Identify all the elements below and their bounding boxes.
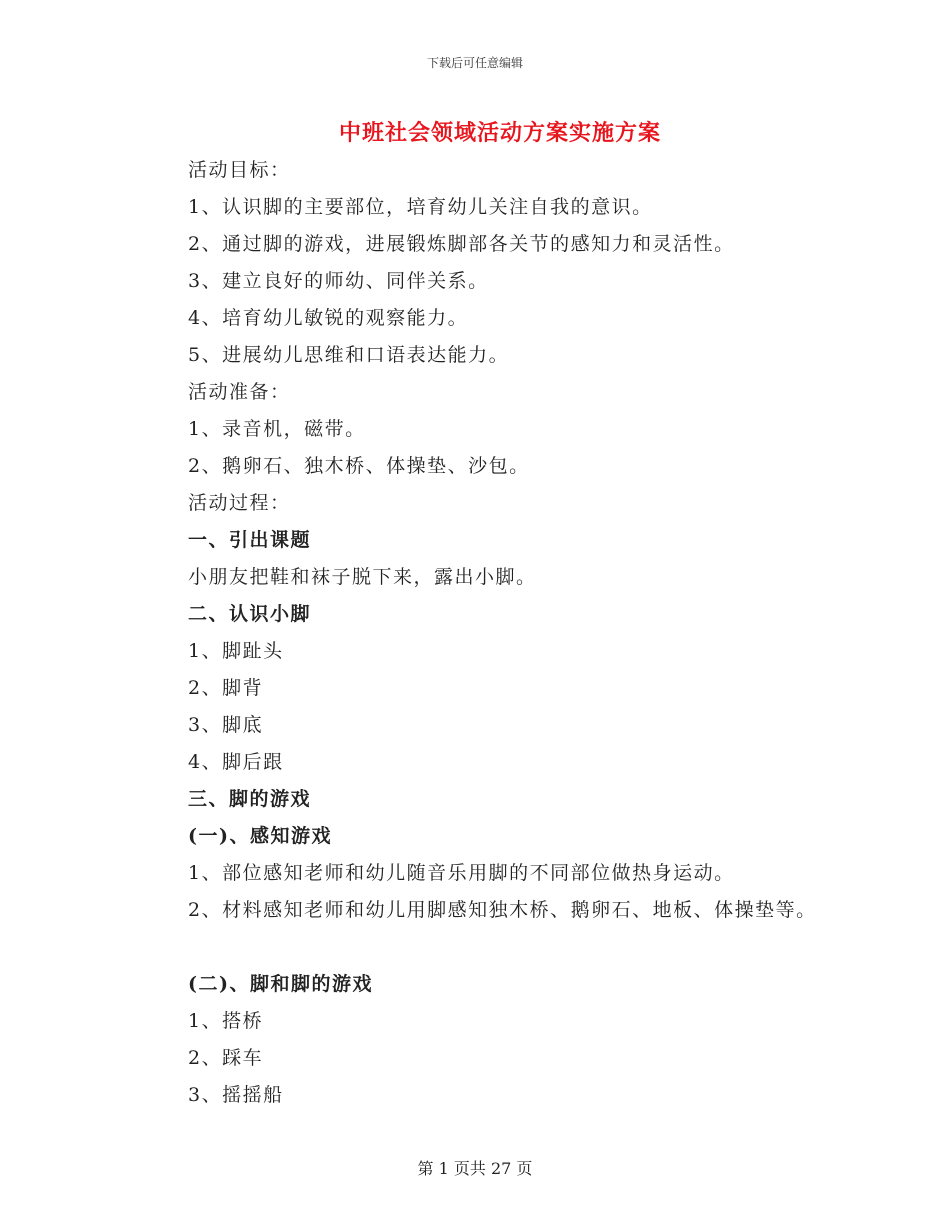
section-heading-preparation: 活动准备： bbox=[188, 381, 291, 403]
process-step-1-heading: 一、引出课题 bbox=[188, 529, 312, 551]
document-title: 中班社会领域活动方案实施方案 bbox=[338, 120, 661, 146]
foot-part-item-4: 4、脚后跟 bbox=[188, 751, 284, 773]
section-heading-process: 活动过程： bbox=[188, 492, 291, 514]
process-step-3-heading: 三、脚的游戏 bbox=[188, 788, 312, 810]
perception-item-1: 1、部位感知老师和幼儿随音乐用脚的不同部位做热身运动。 bbox=[188, 862, 735, 884]
subsection-2-heading: (二)、脚和脚的游戏 bbox=[188, 973, 373, 995]
goal-item-4: 4、培育幼儿敏锐的观察能力。 bbox=[188, 307, 469, 329]
perception-item-2: 2、材料感知老师和幼儿用脚感知独木桥、鹅卵石、地板、体操垫等。 bbox=[188, 899, 817, 921]
goal-item-2: 2、通过脚的游戏，进展锻炼脚部各关节的感知力和灵活性。 bbox=[188, 233, 735, 255]
process-step-2-heading: 二、认识小脚 bbox=[188, 603, 312, 625]
foot-part-item-2: 2、脚背 bbox=[188, 677, 264, 699]
goal-item-3: 3、建立良好的师幼、同伴关系。 bbox=[188, 270, 489, 292]
preparation-item-1: 1、录音机，磁带。 bbox=[188, 418, 366, 440]
goal-item-1: 1、认识脚的主要部位，培育幼儿关注自我的意识。 bbox=[188, 196, 653, 218]
header-note: 下载后可任意编辑 bbox=[426, 56, 523, 70]
subsection-1-heading: (一)、感知游戏 bbox=[188, 825, 332, 847]
goal-item-5: 5、进展幼儿思维和口语表达能力。 bbox=[188, 344, 510, 366]
foot-part-item-1: 1、脚趾头 bbox=[188, 640, 284, 662]
foot-part-item-3: 3、脚底 bbox=[188, 714, 264, 736]
page-footer: 第 1 页共 27 页 bbox=[417, 1159, 533, 1178]
section-heading-goals: 活动目标： bbox=[188, 159, 291, 181]
game-item-1: 1、搭桥 bbox=[188, 1010, 264, 1032]
preparation-item-2: 2、鹅卵石、独木桥、体操垫、沙包。 bbox=[188, 455, 530, 477]
game-item-3: 3、摇摇船 bbox=[188, 1084, 284, 1106]
process-step-1-text: 小朋友把鞋和袜子脱下来，露出小脚。 bbox=[188, 566, 537, 588]
game-item-2: 2、踩车 bbox=[188, 1047, 264, 1069]
